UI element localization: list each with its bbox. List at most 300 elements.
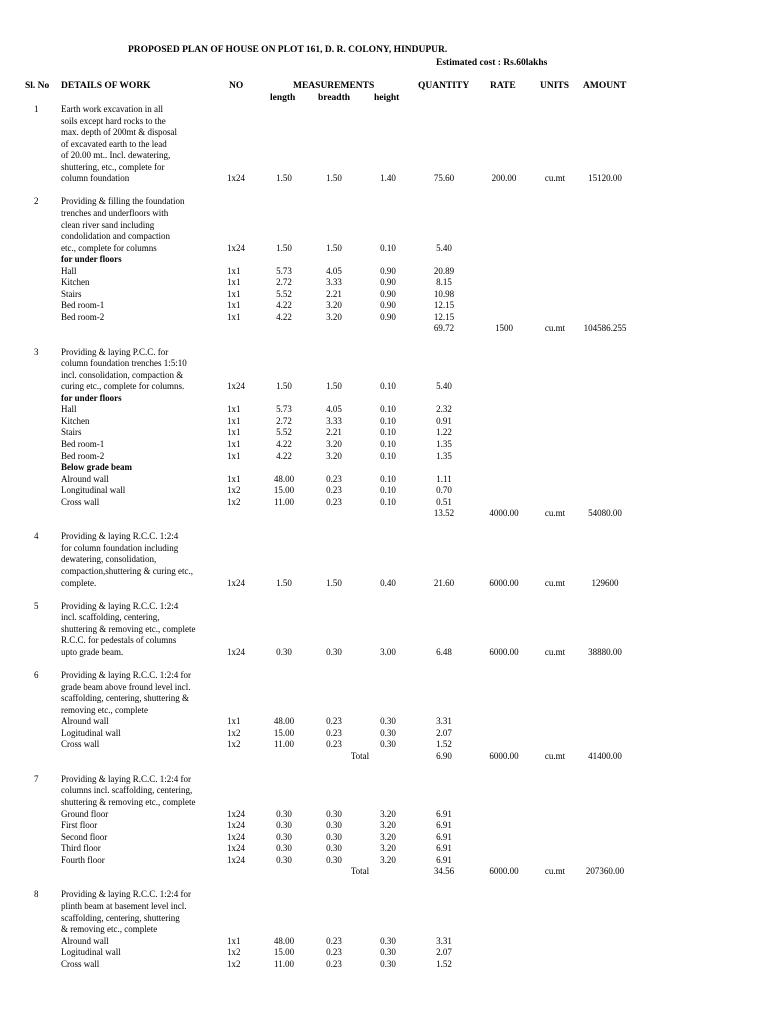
work-description: for under floors [61,392,122,403]
work-description: scaffolding, centering, shuttering & [61,693,190,704]
work-description: max. depth of 200mt & disposal [61,127,177,138]
table-row [0,404,768,416]
length-value: 1.50 [276,173,292,184]
work-description: Ground floor [61,808,109,819]
work-description: column foundation trenches 1:5:10 [61,358,187,369]
work-description: Cross wall [61,739,100,750]
length-value: 0.30 [276,646,292,657]
table-row [0,601,768,613]
amount-value: 41400.00 [588,750,622,761]
quantity-value: 6.91 [436,854,452,865]
header-units: UNITS [540,81,570,91]
table-row [0,289,768,301]
length-value: 48.00 [273,935,295,946]
quantity-value: 1.11 [436,473,452,484]
item-no: 1x24 [227,843,245,854]
work-description: Providing & laying R.C.C. 1:2:4 [61,531,179,542]
table-row [0,924,768,936]
sl-no: 6 [34,669,39,680]
quantity-value: 3.31 [436,935,452,946]
work-description: Providing & filling the foundation [61,196,185,207]
sl-no: 7 [34,773,39,784]
work-description: Alround wall [61,473,109,484]
rate-value: 200.00 [491,173,517,184]
work-description: Stairs [61,288,82,299]
quantity-value: 21.60 [433,577,455,588]
breadth-value: 0.30 [326,646,342,657]
amount-value: 104586.255 [583,323,627,334]
table-row [0,451,768,463]
table-row [0,220,768,232]
header-height: height [374,93,400,103]
breadth-value: 0.23 [326,935,342,946]
table-row [0,959,768,971]
work-description: Longitudinal wall [61,485,126,496]
work-description: curing etc., complete for columns. [61,381,185,392]
length-value: 15.00 [273,727,295,738]
item-no: 1x1 [227,265,241,276]
height-value: 0.10 [380,242,396,253]
table-row [0,208,768,220]
table-row [0,716,768,728]
table-row [0,139,768,151]
item-no: 1x1 [227,438,241,449]
breadth-value: 0.30 [326,808,342,819]
item-no: 1x1 [227,716,241,727]
work-description: Logitudinal wall [61,727,121,738]
table-row [0,312,768,324]
work-description: Cross wall [61,496,100,507]
item-no: 1x24 [227,242,245,253]
table-row [0,497,768,509]
item-no: 1x24 [227,820,245,831]
table-row [0,751,768,763]
header-quantity: QUANTITY [418,81,470,91]
quantity-value: 6.91 [436,831,452,842]
rate-value: 6000.00 [489,866,519,877]
table-row [0,682,768,694]
breadth-value: 1.50 [326,577,342,588]
work-description: Bed room-1 [61,300,105,311]
quantity-value: 0.70 [436,485,452,496]
quantity-value: 1.52 [436,739,452,750]
unit-value: cu.mt [544,646,566,657]
quantity-value: 6.91 [436,808,452,819]
work-description: Second floor [61,831,108,842]
quantity-value: 1.52 [436,958,452,969]
work-description: etc., complete for columns [61,242,157,253]
table-row [0,554,768,566]
table-row [0,196,768,208]
breadth-value: 3.20 [326,311,342,322]
sl-no: 5 [34,600,39,611]
table-row [0,474,768,486]
table-row [0,416,768,428]
quantity-value: 34.56 [433,866,455,877]
length-value: 11.00 [274,496,294,507]
breadth-value: 1.50 [326,381,342,392]
breadth-value: 1.50 [326,173,342,184]
item-no: 1x24 [227,808,245,819]
breadth-value: 2.21 [326,427,342,438]
length-value: 15.00 [273,947,295,958]
work-description: R.C.C. for pedestals of columns [61,635,177,646]
item-no: 1x2 [227,739,241,750]
item-no: 1x1 [227,311,241,322]
breadth-value: 0.30 [326,831,342,842]
height-value: 0.30 [380,739,396,750]
quantity-value: 75.60 [433,173,455,184]
breadth-value: 3.20 [326,450,342,461]
work-description: Providing & laying R.C.C. 1:2:4 for [61,773,192,784]
table-row [0,855,768,867]
item-no: 1x24 [227,173,245,184]
height-value: 0.30 [380,947,396,958]
work-description: First floor [61,820,98,831]
header-no: NO [229,81,244,91]
work-description: Kitchen [61,415,90,426]
table-row [0,370,768,382]
item-no: 1x1 [227,404,241,415]
quantity-value: 8.15 [436,277,452,288]
table-row [0,774,768,786]
rate-value: 6000.00 [489,750,519,761]
table-row [0,231,768,243]
table-row [0,578,768,590]
breadth-value: 0.23 [326,485,342,496]
work-description: incl. scaffolding, centering, [61,612,160,623]
item-no: 1x1 [227,473,241,484]
item-no: 1x24 [227,831,245,842]
table-row [0,427,768,439]
item-no: 1x24 [227,577,245,588]
item-no: 1x1 [227,450,241,461]
rate-value: 1500 [495,323,513,334]
unit-value: cu.mt [544,508,566,519]
amount-value: 54080.00 [588,508,622,519]
table-row [0,624,768,636]
work-description: plinth beam at basement level incl. [61,900,187,911]
work-description: Fourth floor [61,854,105,865]
height-value: 0.10 [380,485,396,496]
table-row [0,913,768,925]
header-length: length [270,93,296,103]
height-value: 3.20 [380,854,396,865]
work-description: scaffolding, centering, shuttering [61,912,180,923]
work-description: of excavated earth to the lead [61,138,167,149]
breadth-value: 4.05 [326,404,342,415]
work-description: column foundation [61,173,130,184]
header-sl-no: Sl. No [25,81,50,91]
amount-value: 207360.00 [585,866,625,877]
length-value: 1.50 [276,242,292,253]
item-no: 1x1 [227,277,241,288]
total-label: Total [350,866,370,877]
length-value: 48.00 [273,716,295,727]
length-value: 11.00 [274,739,294,750]
amount-value: 129600 [591,577,619,588]
length-value: 48.00 [273,473,295,484]
breadth-value: 0.23 [326,739,342,750]
work-description: shuttering & removing etc., complete [61,797,196,807]
table-row [0,127,768,139]
work-description: for under floors [61,254,122,265]
work-description: Providing & laying R.C.C. 1:2:4 for [61,669,192,680]
height-value: 0.30 [380,958,396,969]
header-rate: RATE [490,81,516,91]
estimated-cost: Estimated cost : Rs.60lakhs [436,58,548,68]
header-amount: AMOUNT [583,81,627,91]
table-row [0,670,768,682]
quantity-value: 1.35 [436,438,452,449]
height-value: 0.10 [380,496,396,507]
length-value: 0.30 [276,808,292,819]
table-row [0,323,768,335]
length-value: 4.22 [276,438,292,449]
work-description: Providing & laying P.C.C. for [61,346,169,357]
amount-value: 15120.00 [588,173,622,184]
height-value: 0.30 [380,716,396,727]
breadth-value: 0.30 [326,854,342,865]
height-value: 0.90 [380,277,396,288]
table-row [0,485,768,497]
work-description: Providing & laying R.C.C. 1:2:4 [61,600,179,611]
work-description: upto grade beam. [61,646,124,657]
item-no: 1x1 [227,288,241,299]
work-description: Cross wall [61,958,100,969]
breadth-value: 0.30 [326,843,342,854]
amount-value: 38880.00 [588,646,622,657]
height-value: 0.10 [380,381,396,392]
unit-value: cu.mt [544,750,566,761]
table-row [0,866,768,878]
height-value: 0.40 [380,577,396,588]
length-value: 4.22 [276,311,292,322]
item-no: 1x24 [227,381,245,392]
table-row [0,150,768,162]
table-row [0,381,768,393]
quantity-value: 12.15 [433,311,455,322]
quantity-value: 6.91 [436,843,452,854]
table-row [0,462,768,474]
breadth-value: 4.05 [326,265,342,276]
item-no: 1x2 [227,947,241,958]
rate-value: 6000.00 [489,577,519,588]
table-row [0,739,768,751]
length-value: 2.72 [276,415,292,426]
table-row [0,104,768,116]
length-value: 0.30 [276,854,292,865]
item-no: 1x24 [227,646,245,657]
breadth-value: 0.23 [326,716,342,727]
breadth-value: 3.20 [326,300,342,311]
length-value: 0.30 [276,831,292,842]
work-description: Hall [61,265,77,276]
sl-no: 3 [34,346,39,357]
work-description: complete. [61,577,97,588]
length-value: 15.00 [273,485,295,496]
work-description: clean river sand including [61,219,155,230]
length-value: 4.22 [276,300,292,311]
table-row [0,785,768,797]
work-description: Alround wall [61,716,109,727]
table-row [0,728,768,740]
height-value: 0.10 [380,438,396,449]
length-value: 11.00 [274,958,294,969]
table-row [0,358,768,370]
table-row [0,901,768,913]
breadth-value: 1.50 [326,242,342,253]
table-row [0,612,768,624]
breadth-value: 0.23 [326,947,342,958]
header-breadth: breadth [318,93,351,103]
length-value: 0.30 [276,843,292,854]
item-no: 1x1 [227,935,241,946]
work-description: shuttering, etc., complete for [61,161,165,172]
table-row [0,116,768,128]
table-row [0,393,768,405]
quantity-value: 20.89 [433,265,455,276]
breadth-value: 0.23 [326,473,342,484]
rate-value: 6000.00 [489,646,519,657]
item-no: 1x2 [227,958,241,969]
sl-no: 2 [34,196,39,207]
quantity-value: 10.98 [433,288,455,299]
quantity-value: 2.07 [436,947,452,958]
work-description: Third floor [61,843,101,854]
breadth-value: 0.30 [326,820,342,831]
table-row [0,277,768,289]
length-value: 5.73 [276,404,292,415]
work-description: compaction,shuttering & curing etc., [61,566,193,576]
table-row [0,820,768,832]
unit-value: cu.mt [544,577,566,588]
quantity-value: 69.72 [433,323,455,334]
table-row [0,543,768,555]
height-value: 3.20 [380,843,396,854]
quantity-value: 3.31 [436,716,452,727]
table-row [0,705,768,717]
height-value: 0.30 [380,727,396,738]
quantity-value: 6.48 [436,646,452,657]
height-value: 0.30 [380,935,396,946]
breadth-value: 0.23 [326,958,342,969]
height-value: 3.20 [380,808,396,819]
table-row [0,889,768,901]
work-description: dewatering, consolidation, [61,554,157,565]
length-value: 1.50 [276,577,292,588]
height-value: 0.10 [380,415,396,426]
table-row [0,243,768,255]
unit-value: cu.mt [544,323,566,334]
quantity-value: 1.35 [436,450,452,461]
work-description: Hall [61,404,77,415]
quantity-value: 5.40 [436,381,452,392]
length-value: 0.30 [276,820,292,831]
item-no: 1x2 [227,496,241,507]
table-row [0,508,768,520]
quantity-value: 5.40 [436,242,452,253]
table-row [0,531,768,543]
breadth-value: 0.23 [326,496,342,507]
item-no: 1x1 [227,427,241,438]
work-description: Bed room-2 [61,450,105,461]
length-value: 2.72 [276,277,292,288]
work-description: & removing etc., complete [61,924,158,935]
height-value: 0.10 [380,450,396,461]
item-no: 1x1 [227,415,241,426]
header-measurements: MEASUREMENTS [293,81,375,91]
work-description: Kitchen [61,277,90,288]
sl-no: 8 [34,889,39,900]
work-description: Bed room-1 [61,438,105,449]
breadth-value: 3.20 [326,438,342,449]
work-description: trenches and underfloors with [61,207,169,218]
item-no: 1x1 [227,300,241,311]
height-value: 0.10 [380,473,396,484]
quantity-value: 12.15 [433,300,455,311]
quantity-value: 1.22 [436,427,452,438]
quantity-value: 2.32 [436,404,452,415]
rate-value: 4000.00 [489,508,519,519]
sl-no: 1 [34,104,39,114]
work-description: Below grade beam [61,462,132,473]
work-description: condolidation and compaction [61,231,170,242]
work-description: Providing & laying R.C.C. 1:2:4 for [61,889,192,900]
item-no: 1x2 [227,485,241,496]
height-value: 0.90 [380,300,396,311]
work-description: Alround wall [61,935,109,946]
table-row [0,936,768,948]
unit-value: cu.mt [544,866,566,877]
height-value: 3.00 [380,646,396,657]
work-description: Bed room-2 [61,311,105,322]
quantity-value: 6.90 [436,750,452,761]
work-description: incl. consolidation, compaction & [61,369,184,380]
height-value: 1.40 [380,173,396,184]
item-no: 1x24 [227,854,245,865]
breadth-value: 3.33 [326,415,342,426]
header-details: DETAILS OF WORK [61,81,151,91]
height-value: 3.20 [380,831,396,842]
table-row [0,439,768,451]
table-row [0,254,768,266]
height-value: 3.20 [380,820,396,831]
work-description: shuttering & removing etc., complete [61,623,196,634]
work-description: Logitudinal wall [61,947,121,958]
table-row [0,693,768,705]
work-description: removing etc., complete [61,704,148,715]
item-no: 1x2 [227,727,241,738]
table-row [0,947,768,959]
work-description: for column foundation including [61,542,179,553]
table-row [0,647,768,659]
document-title: PROPOSED PLAN OF HOUSE ON PLOT 161, D. R. COLONY, HINDUPUR. [128,45,448,55]
height-value: 0.10 [380,427,396,438]
quantity-value: 2.07 [436,727,452,738]
length-value: 5.52 [276,427,292,438]
unit-value: cu.mt [544,173,566,184]
table-row [0,566,768,578]
length-value: 1.50 [276,381,292,392]
height-value: 0.10 [380,404,396,415]
table-row [0,347,768,359]
length-value: 5.73 [276,265,292,276]
table-row [0,266,768,278]
sl-no: 4 [34,531,39,542]
table-row [0,162,768,174]
table-row [0,173,768,185]
